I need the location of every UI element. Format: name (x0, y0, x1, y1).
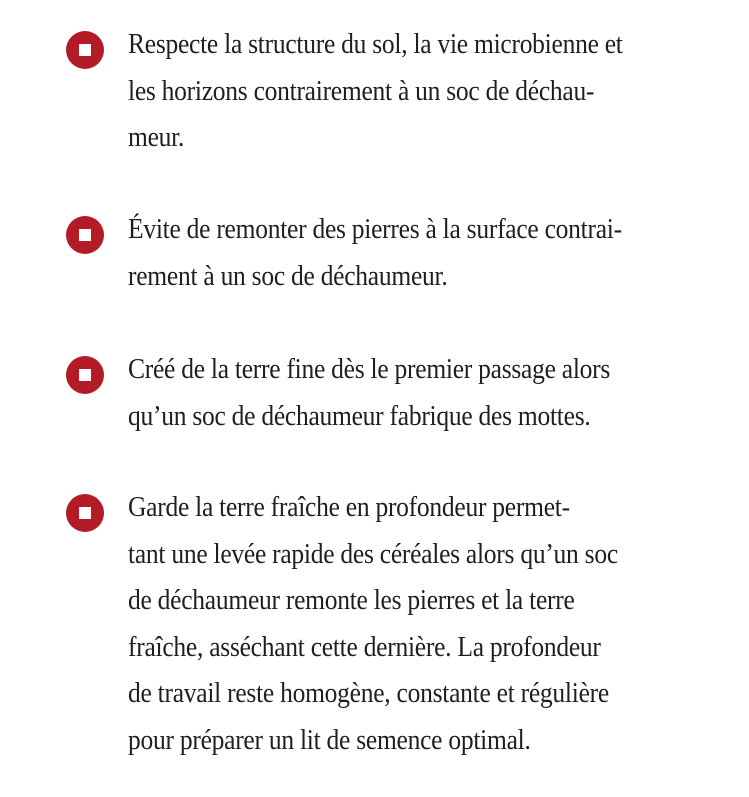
bullet-icon (66, 494, 104, 532)
list-item-text: Créé de la terre fine dès le premier passage alors qu’un soc de déchaumeur fabrique des mottes. (128, 353, 611, 432)
bullet-icon (66, 356, 104, 394)
bullet-icon (66, 31, 104, 69)
list-item-text: Respecte la structure du sol, la vie microbienne et les horizons contrairement à un soc de déchau- meur. (128, 28, 623, 153)
list-item-text: Garde la terre fraîche en profondeur permet- tant une levée rapide des céréales alors qu’un soc de déchaumeur remonte les pierres et la terre fraîche, asséchant cette dernière. La profondeur de travail reste homogène, constante et régulière pour préparer un lit de semence optimal. (128, 491, 618, 756)
list-item-text: Évite de remonter des pierres à la surface contrai- rement à un soc de déchaumeur. (128, 213, 622, 292)
bullet-icon (66, 216, 104, 254)
